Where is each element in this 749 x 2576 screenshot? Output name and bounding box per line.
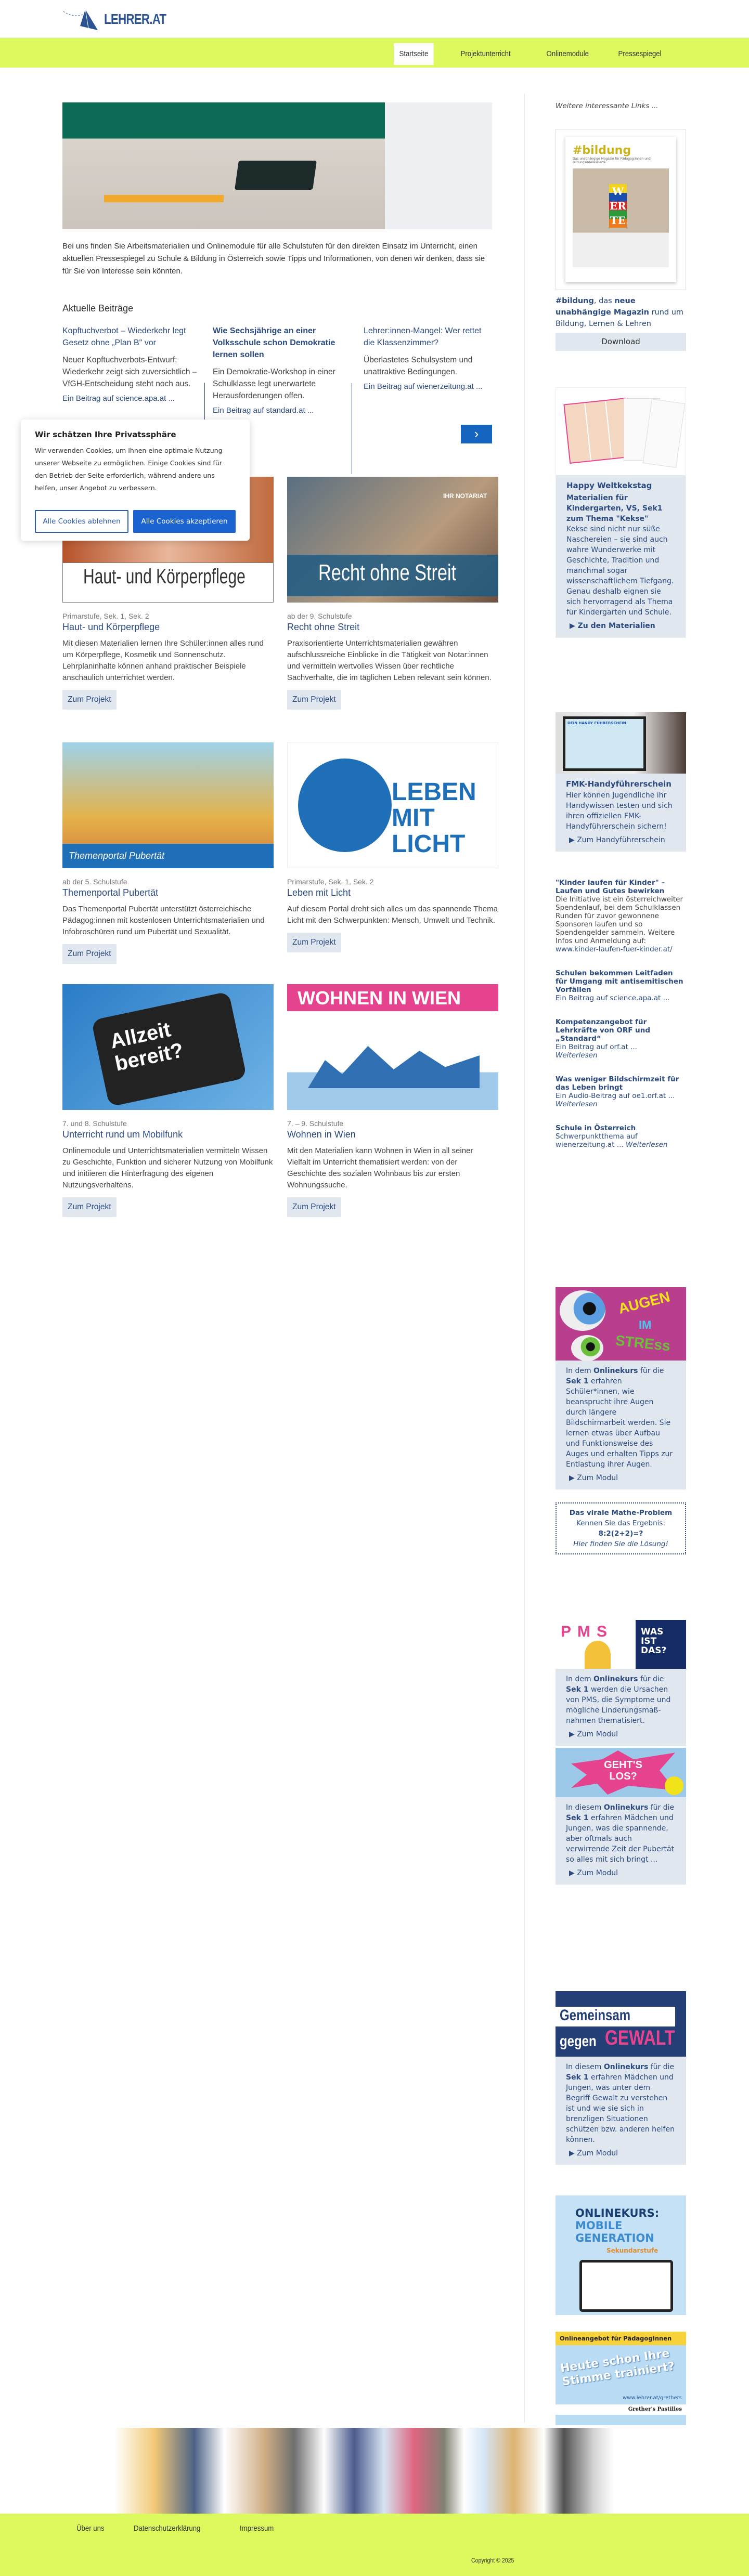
image-caption: Themenportal Pubertät xyxy=(69,851,165,861)
cookie-dialog xyxy=(21,420,250,541)
zum-projekt-button[interactable]: Zum Projekt xyxy=(287,933,341,952)
image-badge: WAS IST DAS? xyxy=(636,1620,686,1669)
fmk-image[interactable] xyxy=(556,712,686,774)
news-item xyxy=(364,325,494,391)
news-text: Ein Demokratie-Workshop in einer Schulklasse legt unerwartete Herausforderungen offen. xyxy=(213,368,335,400)
footer-link-impressum[interactable]: Impressum xyxy=(240,2524,274,2533)
news-source-link[interactable]: Ein Beitrag auf standard.at ... xyxy=(213,406,314,415)
caption-text: rund um Bildung, Lernen & Lehren xyxy=(556,308,684,328)
hero-image xyxy=(62,102,492,229)
project-text: Mit diesen Materialien lernen Ihre Schüler:innen alles rund um Körperpflege, Kosmetik und Sonnenschutz. Lehrplaninhalte können anhand praktischer Beispiele anschaulich unterrichtet werden. xyxy=(62,639,264,682)
play-icon: ▶ xyxy=(569,836,577,844)
kekse-promo xyxy=(556,387,686,638)
project-level: ab der 9. Schulstufe xyxy=(287,612,352,620)
gehts-los-promo xyxy=(556,1748,686,1885)
mathe-promo[interactable] xyxy=(556,1502,686,1554)
banner-url: www.lehrer.at/grethers xyxy=(622,2395,682,2401)
link-url[interactable]: www.kinder-laufen-fuer-kinder.at/ xyxy=(556,945,673,953)
logo-text: LEHRER.AT xyxy=(104,11,166,27)
pms-image[interactable] xyxy=(556,1620,686,1669)
mathe-text: Kennen Sie das Ergebnis: xyxy=(576,1519,665,1527)
promo-link[interactable]: ▶ Zu den Materialien xyxy=(570,622,655,630)
link-item xyxy=(556,1075,686,1108)
project-card xyxy=(62,742,274,964)
gewalt-promo xyxy=(556,1991,686,2165)
mathe-solution-link[interactable]: Hier finden Sie die Lösung! xyxy=(573,1540,668,1548)
project-title[interactable]: Recht ohne Streit xyxy=(287,622,360,632)
nav-onlinemodule[interactable]: Onlinemodule xyxy=(546,49,589,58)
link-list xyxy=(556,879,686,1149)
mathe-formula: 8:2(2+2)=? xyxy=(598,1529,643,1538)
news-text: Neuer Kopftuchverbots-Entwurf: Wiederkehr zeigt sich zuversichtlich – VfGH-Entscheidung steht noch aus. xyxy=(62,356,197,388)
news-title[interactable]: Lehrer:innen-Mangel: Wer rettet die Klassenzimmer? xyxy=(364,326,482,347)
grether-banner[interactable] xyxy=(556,2332,686,2425)
mobile-generation-banner[interactable] xyxy=(556,2195,686,2315)
project-image[interactable] xyxy=(62,984,274,1110)
play-icon: ▶ xyxy=(569,2149,577,2157)
project-card xyxy=(62,984,274,1217)
kekse-image[interactable] xyxy=(556,388,686,475)
link-item xyxy=(556,1124,686,1149)
image-caption: GEHT'S LOS? xyxy=(604,1759,642,1782)
banner-line: GENERATION xyxy=(575,2232,654,2244)
zum-modul-link[interactable]: ▶ Zum Modul xyxy=(569,1730,618,1738)
magazine-promo xyxy=(556,129,686,351)
image-caption: gegen xyxy=(560,2033,597,2050)
image-caption: AUGEN xyxy=(616,1288,672,1317)
project-text: Das Themenportal Pubertät unterstützt österreichische Pädagog:innen mit kostenlosen Unterrichtsmaterialien und Infobroschüren rund um Pubertät und Sexualität. xyxy=(62,905,265,936)
news-source-link[interactable]: Ein Beitrag auf wienerzeitung.at ... xyxy=(364,382,483,391)
image-caption: PMS xyxy=(561,1623,614,1640)
footer-illustration xyxy=(114,2428,614,2514)
zum-modul-link[interactable]: ▶ Zum Modul xyxy=(569,1474,618,1482)
link-title[interactable]: Schulen bekommen Leitfaden für Umgang mit antisemitischen Vorfällen xyxy=(556,969,683,994)
zum-projekt-button[interactable]: Zum Projekt xyxy=(62,690,117,710)
project-text: Praxisorientierte Unterrichtsmaterialien gewähren aufschlussreiche Einblicke in die Tätigkeit von Notar:innen und vermitteln wertvolles Wissen über rechtliche Sachverhalte, die im täglichen Leben relevant sein können. xyxy=(287,639,492,682)
link-text: Ein Audio-Beitrag auf oe1.orf.at ... xyxy=(556,1092,675,1100)
link-text[interactable]: Ein Beitrag auf science.apa.at ... xyxy=(556,994,670,1002)
image-caption: Haut- und Körperpflege xyxy=(83,565,246,588)
main-nav xyxy=(0,37,749,68)
news-text: Überlastetes Schulsystem und unattraktive Bedingungen. xyxy=(364,356,473,376)
play-icon: ▶ xyxy=(569,1730,577,1738)
promo-title[interactable]: FMK-Handyführerschein xyxy=(566,779,671,789)
news-title[interactable]: Kopftuchverbot – Wiederkehr legt Gesetz ohne „Plan B" vor xyxy=(62,326,186,347)
caption-bold: neue unabhängige Magazin xyxy=(556,297,649,317)
gewalt-image[interactable] xyxy=(556,1991,686,2057)
project-card xyxy=(287,984,498,1217)
download-button[interactable]: Download xyxy=(556,333,686,351)
augen-image[interactable] xyxy=(556,1287,686,1361)
caption-text: , das xyxy=(593,297,615,305)
promo-text: In diesem Onlinekurs für die Sek 1 erfahren Mädchen und Jungen, was die spannende, aber oftmals auch verwirrende Zeit der Pubertät so alles mit sich bringt ... xyxy=(566,1803,675,1864)
project-text: Auf diesem Portal dreht sich alles um das spannende Thema Licht mit den Schwerpunkten: Mensch, Umwelt und Technik. xyxy=(287,905,498,925)
copyright: Copyright © 2025 xyxy=(471,2557,514,2564)
cover-blocks: WERTE xyxy=(610,185,626,227)
promo-text: Hier können Jugendliche ihr Handywissen testen und sich ihren offiziellen FMK-Handyführerschein sichern! xyxy=(566,791,673,831)
site-header xyxy=(0,0,749,37)
banner-slogan: Heute schon Ihre Stimme trainiert? xyxy=(559,2347,676,2389)
project-level: Primarstufe, Sek. 1, Sek. 2 xyxy=(287,878,374,886)
link-title[interactable]: Kompetenzangebot für Lehrkräfte von ORF und „Standard“ xyxy=(556,1018,651,1043)
news-item xyxy=(62,325,208,403)
zum-projekt-button[interactable]: Zum Projekt xyxy=(287,690,341,710)
project-text: Mit den Materialien kann Wohnen in Wien in all seiner Vielfalt im Unterricht thematisiert werden: von der Geschichte des sozialen Wohnbaus bis zur ersten Wohnungssuche. xyxy=(287,1146,473,1189)
nav-startseite[interactable]: Startseite xyxy=(394,43,434,65)
cover-subtitle: Das unabhängige Magazin für Pädagog:innen und Bildungsinteressierte xyxy=(573,157,651,164)
caption-bold: #bildung xyxy=(556,297,594,305)
reject-cookies-button[interactable]: Alle Cookies ablehnen xyxy=(35,510,128,533)
image-badge: IHR NOTARIAT xyxy=(443,492,487,500)
image-caption: IM xyxy=(639,1318,652,1331)
banner-line: MOBILE xyxy=(575,2219,623,2232)
sidebar-heading: Weitere interessante Links ... xyxy=(556,102,658,110)
image-caption: WOHNEN IN WIEN xyxy=(298,987,461,1009)
project-card xyxy=(287,742,498,952)
banner-line: Sekundarstufe xyxy=(606,2247,658,2254)
footer-link-ueber-uns[interactable]: Über uns xyxy=(76,2524,105,2533)
link-text: Ein Beitrag auf orf.at ... xyxy=(556,1043,637,1051)
link-item xyxy=(556,879,686,953)
fmk-promo xyxy=(556,712,686,852)
nav-pressespiegel[interactable]: Pressespiegel xyxy=(618,49,662,58)
image-caption: Gemeinsam xyxy=(560,2007,631,2024)
link-text: Schwerpunktthema auf wienerzeitung.at ... xyxy=(556,1132,638,1149)
zum-projekt-button[interactable]: Zum Projekt xyxy=(62,944,117,964)
site-footer xyxy=(0,2514,749,2576)
news-heading: Aktuelle Beiträge xyxy=(62,303,134,313)
link-title[interactable]: "Kinder laufen für Kinder" – Laufen und Gutes bewirken xyxy=(556,879,665,895)
cover-title: #bildung xyxy=(573,144,631,157)
banner-line: ONLINEKURS: xyxy=(575,2207,660,2219)
project-title[interactable]: Themenportal Pubertät xyxy=(62,887,159,898)
link-item xyxy=(556,969,686,1002)
promo-text: In dem Onlinekurs für die Sek 1 erfahren Schüler*innen, wie beansprucht ihre Augen durch längere Bildschirmarbeit werden. Sie lernen etwas über Aufbau und Funktionsweise des Auges und erhalten Tipps zur Entlastung ihrer Augen. xyxy=(566,1367,673,1469)
image-caption: Allzeit bereit? xyxy=(108,1018,186,1076)
project-title[interactable]: Unterricht rund um Mobilfunk xyxy=(62,1129,183,1140)
weiterlesen-link[interactable]: Weiterlesen xyxy=(625,1141,668,1149)
promo-subtitle: Materialien für Kindergarten, VS, Sek1 zum Thema "Kekse" xyxy=(566,494,663,523)
footer-link-datenschutz[interactable]: Datenschutzerklärung xyxy=(134,2524,201,2533)
image-caption: DEIN HANDY FÜHRERSCHEIN xyxy=(563,716,646,771)
magazine-cover[interactable] xyxy=(556,129,686,290)
project-image[interactable] xyxy=(287,742,498,868)
accept-cookies-button[interactable]: Alle Cookies akzeptieren xyxy=(133,510,236,533)
sidebar-divider xyxy=(524,94,525,2423)
nav-projektunterricht[interactable]: Projektunterricht xyxy=(460,49,511,58)
zum-projekt-button[interactable]: Zum Projekt xyxy=(287,1197,341,1217)
mathe-title: Das virale Mathe-Problem xyxy=(569,1509,673,1517)
project-image[interactable] xyxy=(62,742,274,868)
project-card xyxy=(287,477,498,710)
news-next-button[interactable]: › xyxy=(461,425,492,443)
promo-text: In diesem Onlinekurs für die Sek 1 erfahren Mädchen und Jungen, was unter dem Begriff Gewalt zu verstehen ist und wie sie sich in brenzligen Situationen schützen bzw. anderen helfen können. xyxy=(566,2063,675,2144)
project-level: 7. – 9. Schulstufe xyxy=(287,1119,344,1128)
cookie-text: Wir verwenden Cookies, um Ihnen eine optimale Nutzung unserer Webseite zu ermöglichen. Einige Cookies sind für den Betrieb der Seite erforderlich, während andere uns helfen, unser Angebot zu verbessern. xyxy=(35,447,223,492)
link-text: Die Initiative ist ein österreichweiter Spendenlauf, bei dem Schulklassen Runden für zuvor gewonnene Sponsoren laufen und so Spendengelder sammeln. Weitere Infos und Anmeldung auf: xyxy=(556,895,683,945)
promo-text: In dem Onlinekurs für die Sek 1 werden die Ursachen von PMS, die Symptome und mögliche Linderungsmaß-nahmen thematisiert. xyxy=(566,1675,671,1725)
promo-title[interactable]: Happy Weltkekstag xyxy=(566,481,652,490)
project-text: Onlinemodule und Unterrichtsmaterialien vermitteln Wissen zu Geschichte, Funktion und sicherer Nutzung von Mobilfunk und initiieren die Hinterfragung des eigenen Nutzungsverhaltens. xyxy=(62,1146,273,1189)
image-caption: GEWALT xyxy=(605,2026,675,2049)
zum-modul-link[interactable]: ▶ Zum Modul xyxy=(569,2149,618,2157)
link-title[interactable]: Was weniger Bildschirmzeit für das Leben bringt xyxy=(556,1075,679,1092)
image-caption: STREss xyxy=(614,1332,671,1354)
promo-link[interactable]: ▶ Zum Handyführerschein xyxy=(569,836,665,844)
augen-promo xyxy=(556,1287,686,1489)
logo[interactable] xyxy=(62,6,218,32)
link-item xyxy=(556,1018,686,1060)
project-level: ab der 5. Schulstufe xyxy=(62,878,127,886)
pms-promo xyxy=(556,1620,686,1746)
intro-text: Bei uns finden Sie Arbeitsmaterialien und Onlinemodule für alle Schulstufen für den direkten Einsatz im Unterricht, einen aktuellen Pressespiegel zu Schule & Bildung in Österreich sowie Tipps und Informationen, von denen wir denken, dass sie für Sie von Interesse sein könnten. xyxy=(62,242,485,276)
project-level: 7. und 8. Schulstufe xyxy=(62,1119,127,1128)
zum-projekt-button[interactable]: Zum Projekt xyxy=(62,1197,117,1217)
project-title[interactable]: Wohnen in Wien xyxy=(287,1129,356,1140)
project-image[interactable] xyxy=(287,984,498,1110)
image-caption: LEBEN MIT LICHT xyxy=(392,778,476,858)
cookie-title: Wir schätzen Ihre Privatssphäre xyxy=(35,430,176,439)
promo-text: Kekse sind nicht nur süße Naschereien – sie sind auch wahre Wunderwerke mit Geschichte, Tradition und manchmal sogar wissenschaftlichem Tiefgang. Genau deshalb eignen sie sich hervorragend als Thema für Kindergarten und Schule. xyxy=(566,525,674,617)
gehts-los-image[interactable] xyxy=(556,1748,686,1797)
zum-modul-link[interactable]: ▶ Zum Modul xyxy=(569,1869,618,1877)
image-caption: Recht ohne Streit xyxy=(318,560,457,585)
project-image[interactable] xyxy=(287,477,498,603)
play-icon: ▶ xyxy=(569,1474,577,1482)
play-icon: ▶ xyxy=(569,1869,577,1877)
project-level: Primarstufe, Sek. 1, Sek. 2 xyxy=(62,612,149,620)
play-icon: ▶ xyxy=(570,622,578,630)
news-source-link[interactable]: Ein Beitrag auf science.apa.at ... xyxy=(62,394,175,403)
project-title[interactable]: Leben mit Licht xyxy=(287,887,351,898)
banner-brand: Grether's Pastilles xyxy=(556,2404,686,2415)
project-title[interactable]: Haut- und Körperpflege xyxy=(62,622,160,632)
paper-plane-icon xyxy=(62,7,99,31)
weiterlesen-link[interactable]: Weiterlesen xyxy=(556,1051,598,1060)
weiterlesen-link[interactable]: Weiterlesen xyxy=(556,1100,598,1108)
banner-top: Onlineangebot für PädagogInnen xyxy=(556,2332,686,2345)
news-item xyxy=(213,325,353,415)
news-title[interactable]: Wie Sechsjährige an einer Volksschule schon Demokratie lernen sollen xyxy=(213,326,335,359)
link-title[interactable]: Schule in Österreich xyxy=(556,1124,636,1132)
